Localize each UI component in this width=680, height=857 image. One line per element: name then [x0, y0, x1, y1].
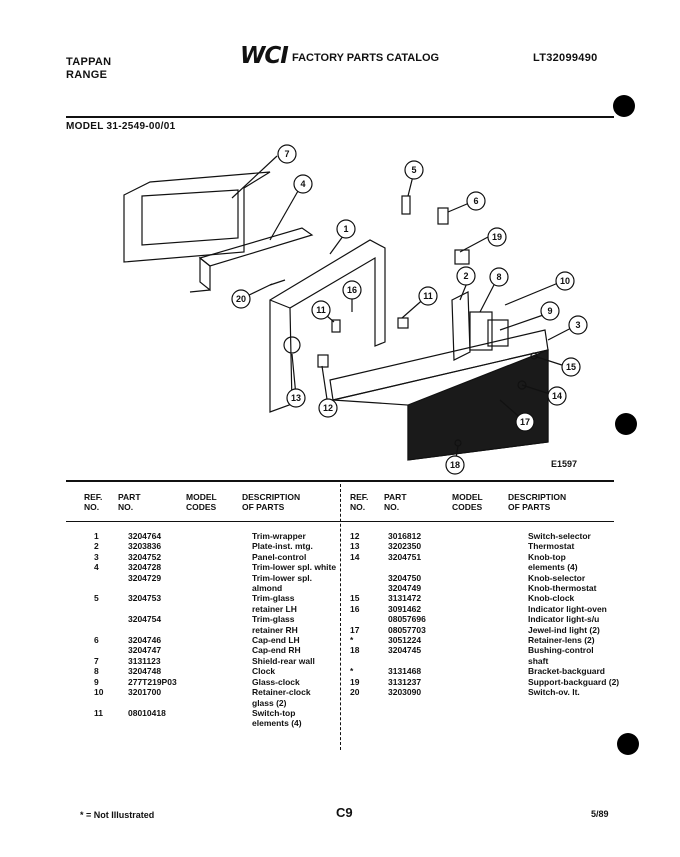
- table-row: [344, 677, 646, 687]
- svg-text:20: 20: [235, 294, 247, 304]
- cell-model: [472, 635, 528, 645]
- table-row: [80, 593, 360, 603]
- svg-text:1: 1: [343, 224, 349, 234]
- svg-text:10: 10: [559, 276, 571, 286]
- cell-desc: Shield-rear wall: [252, 655, 315, 666]
- col-desc-right: DESCRIPTION OF PARTS: [508, 492, 567, 512]
- cell-model: [196, 604, 252, 614]
- cell-part: 3204764: [128, 531, 162, 541]
- cell-desc: Indicator light-s/u: [528, 614, 600, 625]
- support-backguard-part: [455, 250, 469, 264]
- cell-model: [196, 656, 252, 666]
- cell-model: [196, 666, 252, 676]
- cell-part: [128, 604, 196, 614]
- cell-model: [472, 531, 528, 541]
- cell-model: [472, 593, 528, 603]
- table-row: [80, 708, 360, 718]
- cell-desc: Cap-end RH: [252, 645, 301, 656]
- cell-ref: 6: [94, 635, 99, 646]
- cell-model: [472, 645, 528, 655]
- exploded-parts-diagram: [0, 130, 680, 475]
- cell-desc: Panel-control: [252, 551, 307, 562]
- svg-text:4: 4: [300, 179, 306, 189]
- table-row: [80, 541, 360, 551]
- svg-text:11: 11: [316, 305, 326, 315]
- cell-desc: Switch-top: [252, 707, 296, 718]
- cell-model: [196, 562, 252, 572]
- cell-desc: Trim-lower spl.: [252, 572, 312, 583]
- cell-desc: Knob-clock: [528, 593, 575, 604]
- cell-desc: Plate-inst. mtg.: [252, 541, 313, 552]
- col-model-right: MODEL CODES: [452, 492, 483, 512]
- table-row: [344, 666, 646, 676]
- switch-selector-part: [318, 355, 328, 367]
- cell-part: [128, 718, 196, 728]
- cell-desc: elements (4): [528, 562, 578, 573]
- cell-ref: 10: [94, 687, 104, 698]
- brand-line-2: RANGE: [66, 69, 108, 81]
- cell-part: 277T219P03: [128, 676, 177, 687]
- cell-ref: *: [350, 666, 354, 677]
- thermostat-part: [284, 337, 300, 353]
- cell-desc: elements (4): [252, 718, 302, 729]
- cell-desc: Glass-clock: [252, 676, 300, 687]
- svg-text:17: 17: [519, 417, 531, 427]
- table-row: [344, 531, 646, 541]
- cell-desc: Switch-ov. lt.: [528, 687, 580, 698]
- table-row: [80, 718, 360, 728]
- cell-model: [472, 552, 528, 562]
- table-row: [80, 573, 360, 583]
- table-row: [344, 552, 646, 562]
- cell-ref: 5: [94, 593, 99, 604]
- cell-desc: Trim-glass: [252, 614, 295, 625]
- table-row: [80, 614, 360, 624]
- cell-desc: Knob-thermostat: [528, 583, 597, 594]
- table-row: [344, 583, 646, 593]
- catalog-title: FACTORY PARTS CATALOG: [292, 52, 440, 64]
- punch-hole-top: [613, 95, 635, 117]
- cell-ref: [80, 625, 128, 635]
- page-number: C9: [336, 805, 353, 820]
- cell-part: 3202350: [388, 541, 422, 552]
- cell-part: 3131472: [388, 593, 422, 604]
- cell-desc: Trim-lower spl. white: [252, 562, 337, 573]
- cell-model: [196, 541, 252, 551]
- table-row: [80, 677, 360, 687]
- cell-model: [196, 583, 252, 593]
- cell-part: 3204753: [128, 593, 162, 604]
- table-row: [344, 604, 646, 614]
- parts-table-left: [80, 531, 360, 729]
- cell-ref: [80, 698, 128, 708]
- cell-ref: [80, 573, 128, 583]
- svg-text:11: 11: [423, 291, 433, 301]
- model-label: MODEL 31-2549-00/01: [66, 121, 176, 132]
- cell-part: 3091462: [388, 603, 422, 614]
- cell-model: [472, 614, 528, 624]
- col-part-left: PART NO.: [118, 492, 141, 512]
- svg-text:3: 3: [575, 320, 581, 330]
- cell-part: 08057703: [388, 624, 426, 635]
- wci-logo: WCI: [240, 43, 288, 69]
- cell-desc: Cap-end LH: [252, 635, 300, 646]
- cell-ref: 15: [350, 593, 360, 604]
- cell-model: [196, 593, 252, 603]
- cell-ref: 1: [94, 531, 99, 541]
- cell-desc: Thermostat: [528, 541, 575, 552]
- cell-ref: 12: [350, 531, 360, 541]
- table-row: [80, 666, 360, 676]
- svg-text:12: 12: [322, 403, 334, 413]
- cell-model: [472, 562, 528, 572]
- punch-hole-bottom: [617, 733, 639, 755]
- svg-text:19: 19: [491, 232, 503, 242]
- cell-part: [388, 656, 472, 666]
- col-desc-left: DESCRIPTION OF PARTS: [242, 492, 301, 512]
- cell-part: [388, 562, 472, 572]
- svg-text:9: 9: [547, 306, 553, 316]
- cell-ref: 11: [94, 707, 103, 718]
- cell-desc: Bushing-control: [528, 645, 594, 656]
- cell-part: [128, 625, 196, 635]
- cell-model: [196, 552, 252, 562]
- header-rule: [66, 116, 614, 118]
- cell-ref: 16: [350, 603, 360, 614]
- cell-part: 08010418: [128, 707, 166, 718]
- cell-ref: [80, 604, 128, 614]
- cell-part: 3204752: [128, 551, 162, 562]
- cell-ref: [344, 573, 388, 583]
- cell-desc: Bracket-backguard: [528, 666, 606, 677]
- cell-part: 3204750: [388, 572, 422, 583]
- cell-desc: Jewel-ind light (2): [528, 624, 600, 635]
- cell-part: 3204746: [128, 635, 162, 646]
- revision-date: 5/89: [591, 809, 609, 819]
- cell-ref: [80, 583, 128, 593]
- cell-part: 3204728: [128, 562, 162, 573]
- col-model-left: MODEL CODES: [186, 492, 217, 512]
- svg-text:16: 16: [346, 285, 358, 295]
- table-row: [344, 573, 646, 583]
- cell-part: 3204747: [128, 645, 162, 656]
- table-row: [80, 562, 360, 572]
- cell-ref: 8: [94, 666, 99, 677]
- cell-model: [196, 573, 252, 583]
- cell-ref: [344, 562, 388, 572]
- diagram-code: E1597: [551, 459, 578, 469]
- cell-part: [128, 583, 196, 593]
- cell-ref: 4: [94, 562, 99, 573]
- table-row: [344, 645, 646, 655]
- cell-ref: [80, 614, 128, 624]
- trim-wrapper-part: [270, 240, 385, 412]
- cell-model: [196, 708, 252, 718]
- table-top-rule: [66, 480, 614, 482]
- cell-model: [472, 573, 528, 583]
- cell-model: [472, 583, 528, 593]
- cell-desc: almond: [252, 583, 283, 594]
- svg-text:7: 7: [284, 149, 290, 159]
- svg-text:18: 18: [449, 460, 461, 470]
- cell-part: 3204749: [388, 583, 422, 594]
- table-row: [80, 698, 360, 708]
- table-row: [344, 541, 646, 551]
- table-row: [344, 687, 646, 697]
- doc-number: LT32099490: [533, 52, 598, 64]
- table-row: [80, 583, 360, 593]
- cell-ref: 2: [94, 541, 99, 552]
- cell-model: [196, 635, 252, 645]
- trim-glass-lh-part: [402, 196, 410, 214]
- cell-ref: [344, 614, 388, 624]
- cell-model: [472, 687, 528, 697]
- cell-ref: 18: [350, 645, 360, 656]
- cell-model: [196, 625, 252, 635]
- col-ref-right: REF. NO.: [350, 492, 369, 512]
- cell-desc: shaft: [528, 655, 549, 666]
- switch-ov-lt-part: [270, 280, 285, 285]
- cell-model: [196, 698, 252, 708]
- cell-ref: 7: [94, 655, 99, 666]
- cell-ref: [80, 718, 128, 728]
- cell-desc: Knob-top: [528, 551, 566, 562]
- brand-line-1: TAPPAN: [66, 56, 112, 68]
- cell-desc: Switch-selector: [528, 531, 591, 541]
- col-ref-left: REF. NO.: [84, 492, 103, 512]
- cell-model: [472, 677, 528, 687]
- trim-lower-part: [190, 228, 312, 292]
- svg-text:2: 2: [463, 271, 469, 281]
- cell-model: [196, 687, 252, 697]
- cell-desc: Knob-selector: [528, 572, 586, 583]
- svg-text:13: 13: [290, 393, 302, 403]
- cell-part: 3131468: [388, 666, 422, 677]
- svg-text:14: 14: [551, 391, 563, 401]
- cell-part: 3131123: [128, 655, 161, 666]
- cap-end-part: [438, 208, 448, 224]
- cell-desc: Indicator light-oven: [528, 603, 607, 614]
- cell-part: 3204754: [128, 614, 162, 625]
- table-row: [80, 625, 360, 635]
- cell-part: 3201700: [128, 687, 162, 698]
- table-row: [344, 656, 646, 666]
- svg-text:8: 8: [496, 272, 502, 282]
- table-row: [344, 614, 646, 624]
- cell-model: [196, 677, 252, 687]
- table-row: [80, 531, 360, 541]
- table-row: [80, 635, 360, 645]
- cell-part: 3204748: [128, 666, 162, 677]
- cell-part: 3204751: [388, 551, 422, 562]
- cell-ref: 13: [350, 541, 360, 552]
- cell-part: 3131237: [388, 676, 422, 687]
- cell-part: 3016812: [388, 531, 422, 541]
- cell-ref: 3: [94, 551, 99, 562]
- cell-part: 3204745: [388, 645, 422, 656]
- cell-desc: Retainer-lens (2): [528, 635, 595, 646]
- table-row: [344, 562, 646, 572]
- cell-part: [128, 698, 196, 708]
- control-panel-part: [330, 330, 548, 460]
- table-row: [80, 656, 360, 666]
- cell-model: [196, 645, 252, 655]
- table-row: [80, 687, 360, 697]
- cell-model: [472, 656, 528, 666]
- svg-text:5: 5: [411, 165, 417, 175]
- table-row: [344, 635, 646, 645]
- cell-desc: retainer RH: [252, 624, 298, 635]
- cell-desc: retainer LH: [252, 603, 297, 614]
- switch-top-part-b: [398, 318, 408, 328]
- cell-desc: Support-backguard (2): [528, 676, 620, 687]
- cell-ref: [344, 656, 388, 666]
- parts-table-right: [344, 531, 646, 698]
- cell-desc: Trim-glass: [252, 593, 295, 604]
- table-row: [344, 593, 646, 603]
- footnote: * = Not Illustrated: [80, 810, 155, 820]
- cell-ref: [344, 583, 388, 593]
- col-part-right: PART NO.: [384, 492, 407, 512]
- cell-model: [472, 604, 528, 614]
- cell-model: [472, 625, 528, 635]
- cell-model: [472, 541, 528, 551]
- svg-text:6: 6: [473, 196, 479, 206]
- cell-model: [472, 666, 528, 676]
- cell-model: [196, 531, 252, 541]
- cell-part: 3203090: [388, 687, 422, 698]
- table-row: [80, 552, 360, 562]
- cell-ref: 14: [350, 551, 360, 562]
- cell-desc: Clock: [252, 666, 276, 677]
- cell-ref: 19: [350, 676, 360, 687]
- cell-desc: glass (2): [252, 697, 287, 708]
- cell-part: 3051224: [388, 635, 422, 646]
- cell-ref: *: [350, 635, 354, 646]
- cell-part: 3204729: [128, 572, 162, 583]
- cell-ref: [80, 645, 128, 655]
- cell-desc: Trim-wrapper: [252, 531, 306, 541]
- cell-ref: 9: [94, 676, 99, 687]
- cell-ref: 20: [350, 687, 360, 698]
- cell-model: [196, 614, 252, 624]
- cell-desc: Retainer-clock: [252, 687, 311, 698]
- svg-text:15: 15: [565, 362, 577, 372]
- shield-rear-wall-part: [124, 172, 270, 262]
- table-row: [80, 604, 360, 614]
- table-row: [80, 645, 360, 655]
- cell-ref: 17: [350, 624, 360, 635]
- cell-part: 3203836: [128, 541, 162, 552]
- cell-part: 08057696: [388, 614, 426, 625]
- cell-model: [196, 718, 252, 728]
- table-row: [344, 625, 646, 635]
